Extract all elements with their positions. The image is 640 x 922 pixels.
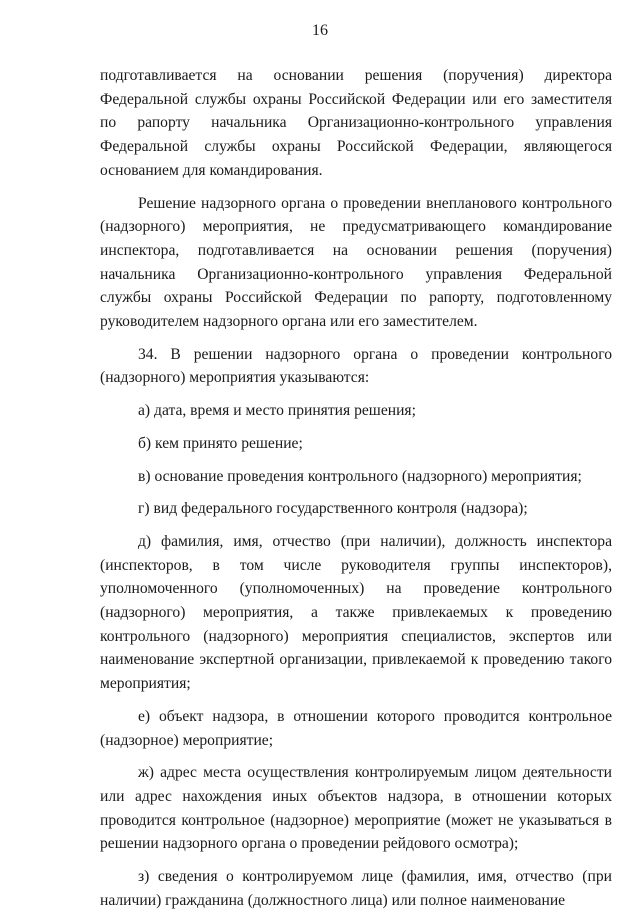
- paragraph: з) сведения о контролируемом лице (фамилия, имя, отчество (при наличии) гражданина (должностного лица) или полное наименование: [100, 868, 612, 909]
- paragraph: Решение надзорного органа о проведении внепланового контрольного (надзорного) мероприятия, не предусматривающего командирование инспектора, подготавливается на основании решения (поручения) начальника Организационно-контрольного управления Федеральной службы охраны Российской Федерации по рапорту, подготовленному руководителем надзорного органа или его заместителем.: [100, 194, 612, 331]
- page-number: 16: [312, 22, 328, 39]
- paragraph: 34. В решении надзорного органа о проведении контрольного (надзорного) мероприятия указываются:: [100, 345, 612, 387]
- paragraph: е) объект надзора, в отношении которого проводится контрольное (надзорное) мероприятие;: [100, 707, 612, 749]
- document-body: [100, 64, 612, 922]
- paragraph: д) фамилия, имя, отчество (при наличии), должность инспектора (инспекторов, в том числе руководителя группы инспекторов), уполномоченного (уполномоченных) на проведение контрольного (надзорного) мероприятия, а также привлекаемых к проведению контрольного (надзорного) мероприятия специалистов, экспертов или наименование экспертной организации, привлекаемой к проведению такого мероприятия;: [100, 532, 612, 693]
- paragraph: б) кем принято решение;: [138, 434, 303, 452]
- paragraph: в) основание проведения контрольного (надзорного) мероприятия;: [138, 467, 582, 485]
- paragraph: ж) адрес места осуществления контролируемым лицом деятельности или адрес нахождения иных объектов надзора, в отношении которых проводится контрольное (надзорное) мероприятие (может не указываться в решении надзорного органа о проведении рейдового осмотра);: [100, 764, 612, 853]
- paragraph: г) вид федерального государственного контроля (надзора);: [138, 500, 528, 518]
- paragraph: а) дата, время и место принятия решения;: [138, 402, 416, 420]
- paragraph: подготавливается на основании решения (поручения) директора Федеральной службы охраны Российской Федерации или его заместителя по рапорту начальника Организационно-контрольного управления Федеральной службы охраны Российской Федерации, являющегося основанием для командирования.: [100, 67, 612, 179]
